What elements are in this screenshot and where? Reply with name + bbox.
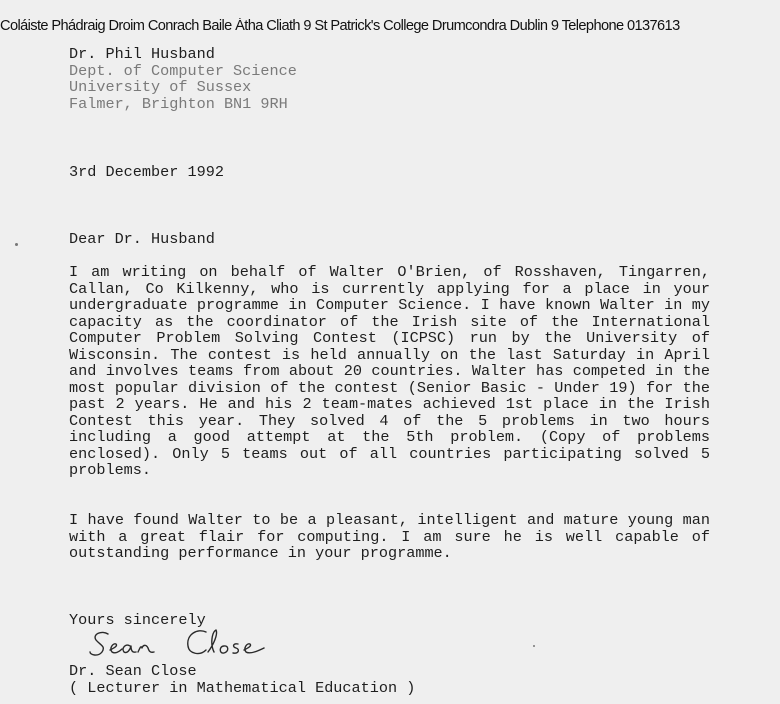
handwritten-signature <box>88 626 288 666</box>
recipient-address <box>69 46 297 112</box>
letterhead: Coláiste Phádraig Droim Conrach Baile Átha Cliath 9 St Patrick's College Drumcondra Dublin 9 Telephone 0137613 <box>0 18 680 34</box>
salutation: Dear Dr. Husband <box>69 230 215 248</box>
recipient-location: Falmer, Brighton BN1 9RH <box>69 94 288 113</box>
signatory-name: Dr. Sean Close <box>69 662 197 680</box>
signatory-title: ( Lecturer in Mathematical Education ) <box>69 678 416 697</box>
recipient-department: Dept. of Computer Science <box>69 61 297 80</box>
recipient-university: University of Sussex <box>69 78 252 96</box>
body-paragraph-1: I am writing on behalf of Walter O'Brien, of Rosshaven, Tingarren, Callan, Co Kilkenny, who is currently applying for a place in your undergraduate programme in Computer Science. I have known Walter in my capacity as the coordinator of the Irish site of the International Computer Problem Solving Contest (ICPSC) run by the University of Wisconsin. The contest is held annually on the last Saturday in April and involves teams from about 20 countries. Walter has competed in the most popular division of the contest (Senior Basic - Under 19) for the past 2 years. He and his 2 team-mates achieved 1st place in the Irish Contest this year. They solved 4 of the 5 problems in two hours including a good attempt at the 5th problem. (Copy of problems enclosed). Only 5 teams out of all countries participating solved 5 problems. <box>69 263 710 479</box>
paper-speck <box>533 645 535 647</box>
closing: Yours sincerely <box>69 611 206 629</box>
recipient-name: Dr. Phil Husband <box>69 45 215 63</box>
signatory-block <box>69 663 415 696</box>
body-paragraph-2: I have found Walter to be a pleasant, intelligent and mature young man with a great flair for computing. I am sure he is well capable of outstanding performance in your programme. <box>69 511 710 562</box>
letter-date: 3rd December 1992 <box>69 163 224 181</box>
paper-speck <box>15 243 18 246</box>
